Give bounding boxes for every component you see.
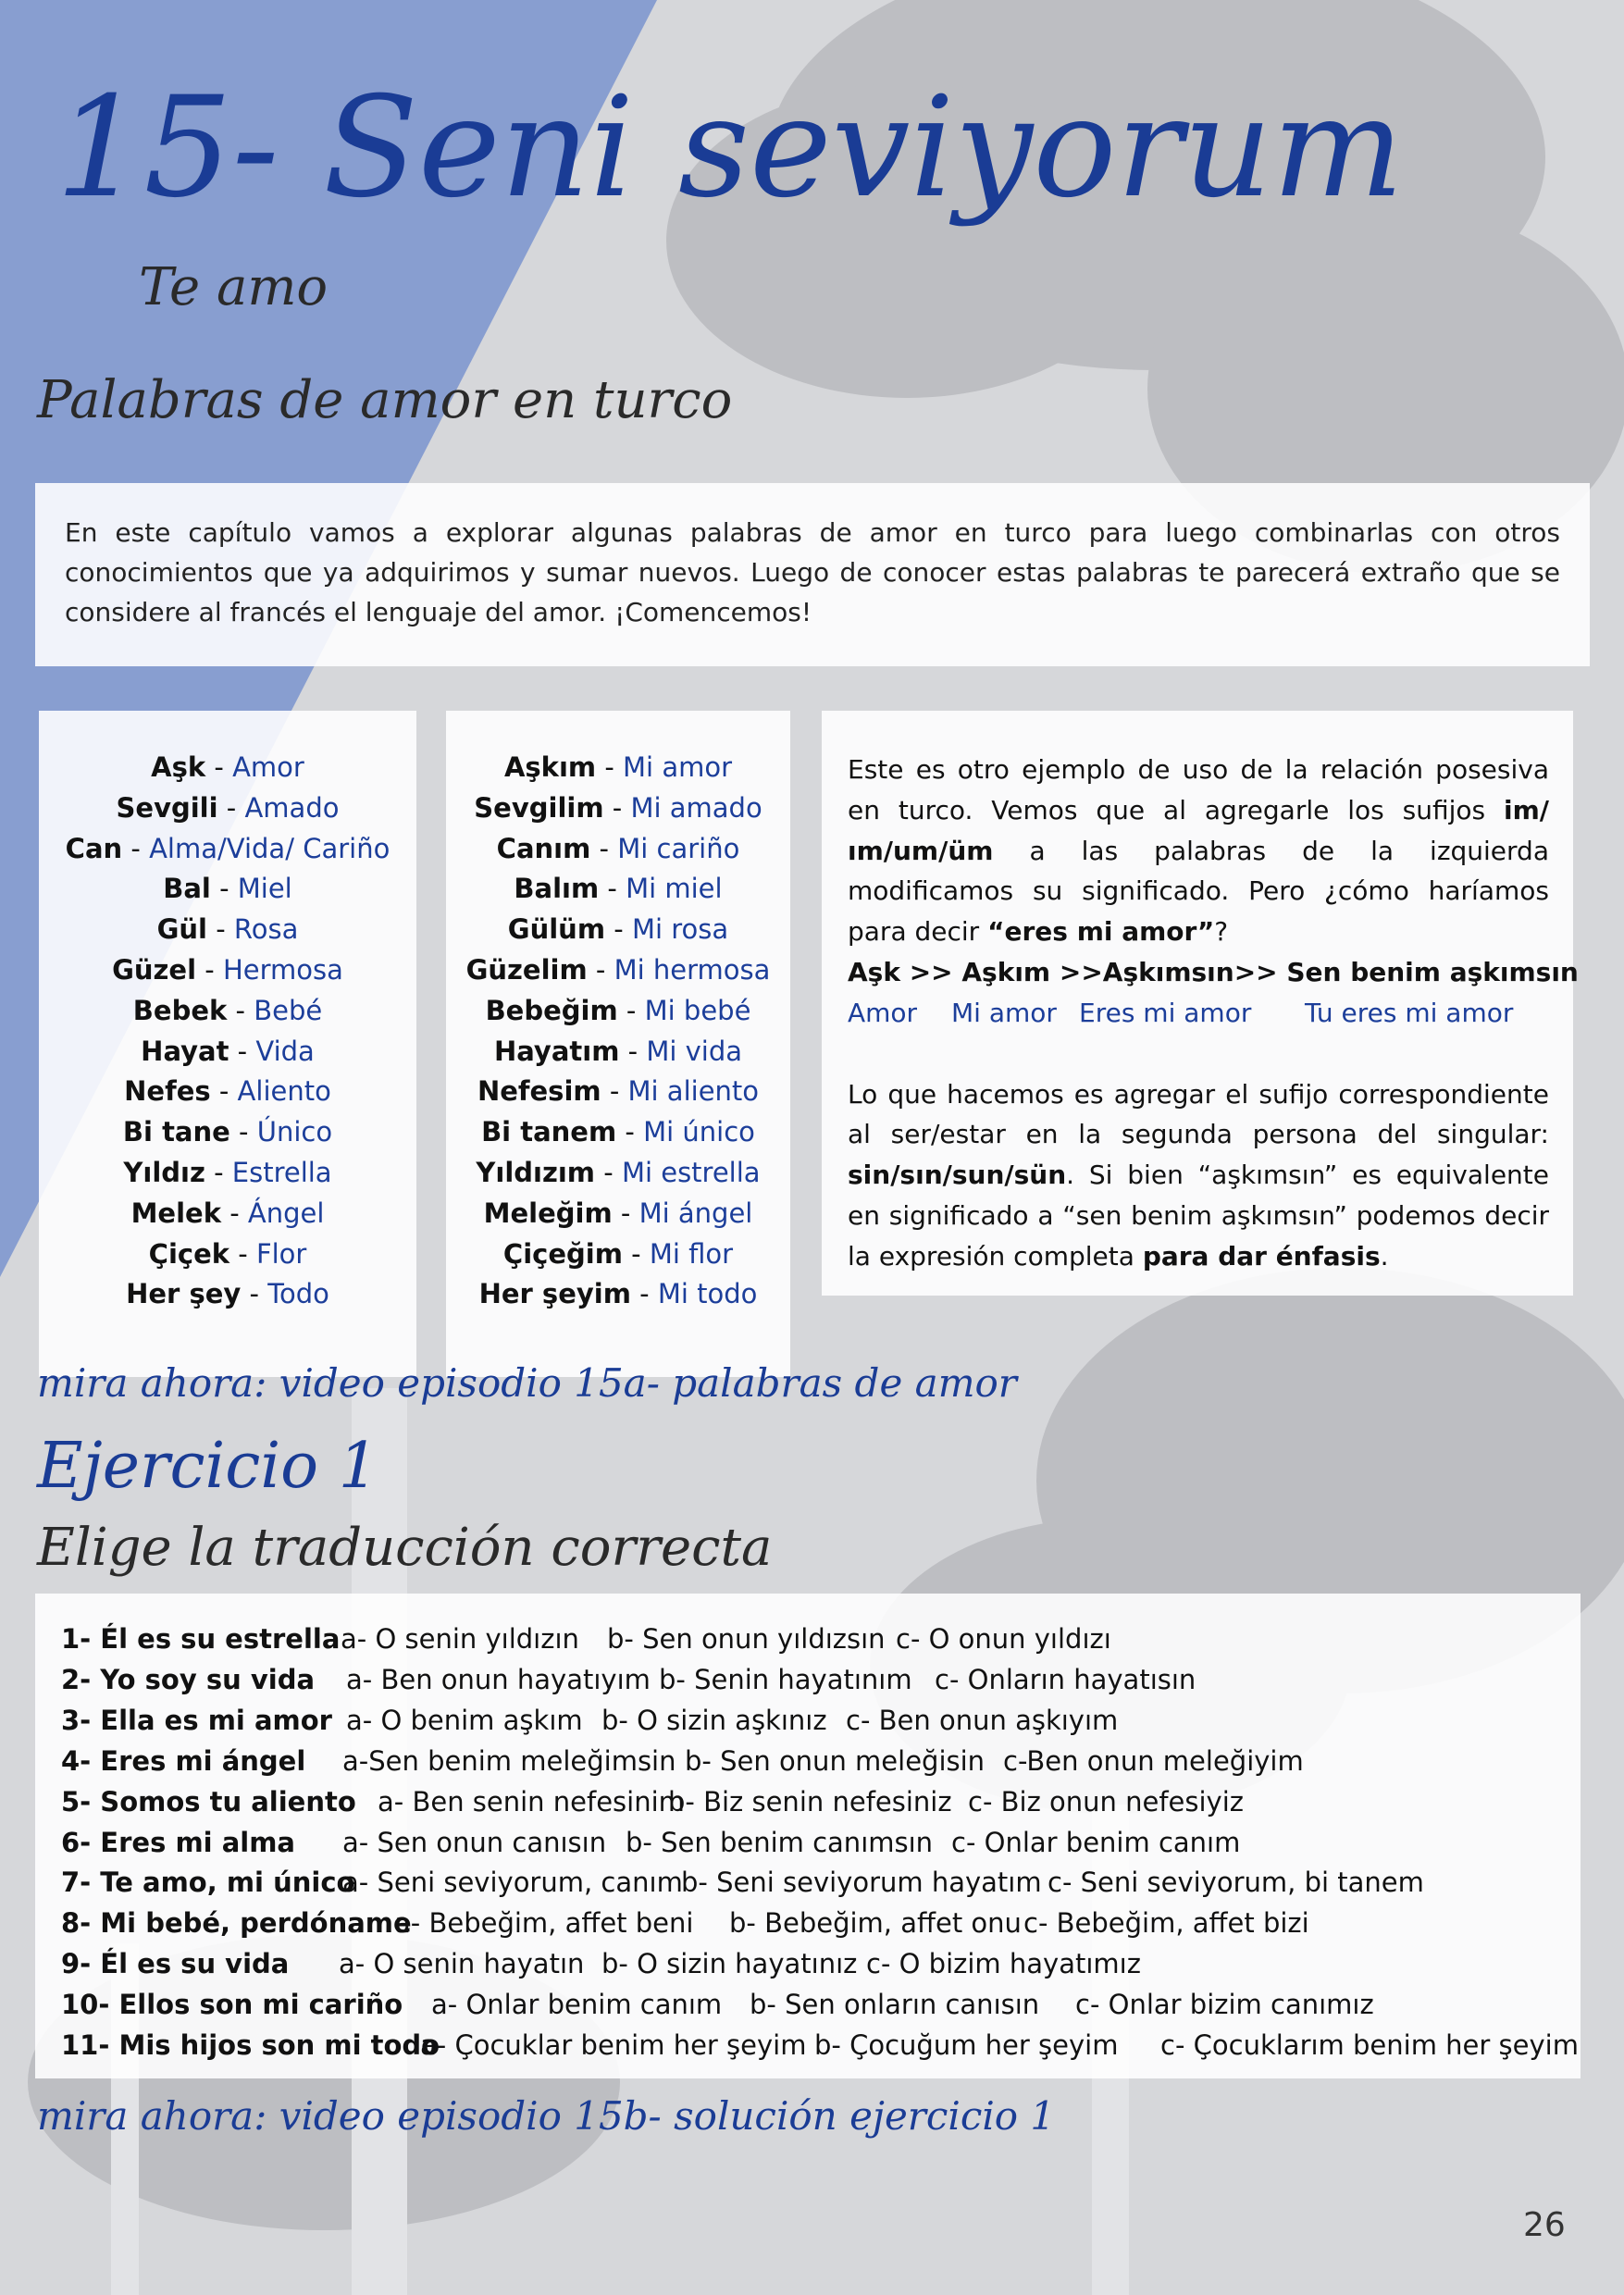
- exercise-option-b[interactable]: b- Seni seviyorum hayatım: [681, 1867, 1042, 1899]
- spanish-translation: Mi cariño: [617, 832, 740, 864]
- spanish-translation: Mi bebé: [644, 994, 751, 1026]
- vocab-row: Melek - Ángel: [130, 1197, 325, 1229]
- vocab-row: Aşkım - Mi amor: [503, 751, 733, 783]
- turkish-word: Hayatım: [493, 1035, 620, 1067]
- exercise-item: [61, 1704, 1119, 1736]
- exercise-option-b[interactable]: b- Senin hayatınım: [659, 1663, 912, 1695]
- spanish-translation: Mi vida: [646, 1035, 743, 1067]
- spanish-translation: Flor: [255, 1237, 307, 1270]
- spanish-translation: Amado: [244, 791, 340, 824]
- exercise-option-c[interactable]: c- Onlar benim canım: [951, 1826, 1241, 1858]
- turkish-word: Her şeyim: [478, 1278, 631, 1310]
- exercise-item: [61, 1744, 1304, 1777]
- exercise-question: 10- Ellos son mi cariño: [61, 1989, 403, 2021]
- exercise-option-c[interactable]: c- O onun yıldızı: [896, 1623, 1111, 1655]
- exercise-item: [61, 1785, 1245, 1817]
- vocab-row: Çiçek - Flor: [148, 1237, 307, 1270]
- vocab-row: Bebeğim - Mi bebé: [485, 994, 751, 1026]
- vocab-row: Bebek - Bebé: [132, 994, 323, 1026]
- vocab-row: Aşk - Amor: [151, 751, 304, 783]
- turkish-word: Yıldızım: [476, 1156, 596, 1188]
- exercise-title: Ejercicio 1: [37, 1430, 378, 1503]
- turkish-word: Çiçeğim: [502, 1237, 623, 1270]
- vocab-row: Hayat - Vida: [141, 1035, 315, 1067]
- spanish-translation: Mi amado: [630, 791, 762, 824]
- turkish-word: Hayat: [141, 1035, 229, 1067]
- turkish-word: Her şey: [126, 1278, 242, 1310]
- turkish-word: Can: [65, 832, 123, 864]
- exercise-option-b[interactable]: b- Sen onun meleğisin: [685, 1744, 986, 1777]
- exercise-option-b[interactable]: b- O sizin hayatınız: [601, 1948, 858, 1980]
- spanish-translation: Mi todo: [657, 1278, 758, 1310]
- exercise-option-c[interactable]: c- Bebeğim, affet bizi: [1023, 1907, 1309, 1940]
- spanish-translation: Mi único: [643, 1116, 755, 1148]
- turkish-word: Çiçek: [148, 1237, 230, 1270]
- page-subtitle: Te amo: [139, 257, 329, 317]
- exercise-item: [61, 1989, 1374, 2021]
- vocab-row: Canım - Mi cariño: [496, 832, 740, 864]
- turkish-word: Bebeğim: [485, 994, 618, 1026]
- exercise-question: 6- Eres mi alma: [61, 1826, 295, 1858]
- explanation-paragraph-2: Lo que hacemos es agregar el sufijo correspondiente al ser/estar en la segunda persona del singular: sin/sın/sun/sün. Si bien “aşkımsın” es equivalente en significado a “sen benim aşkımsın” podemos decir la expresión completa para dar énfasis.: [848, 1078, 1549, 1272]
- exercise-option-a[interactable]: a- Bebeğim, affet beni: [394, 1907, 694, 1940]
- spanish-translation: Mi hermosa: [614, 953, 771, 986]
- exercise-question: 11- Mis hijos son mi todo: [61, 2029, 440, 2061]
- explanation-paragraph-1: Este es otro ejemplo de uso de la relación posesiva en turco. Vemos que al agregarle los sufijos im/ım/um/üm a las palabras de la izquierda modificamos su significado. Pero ¿cómo haríamos para decir “eres mi amor”?: [848, 754, 1549, 948]
- exercise-item: [61, 1663, 1196, 1695]
- vocab-row: Hayatım - Mi vida: [493, 1035, 743, 1067]
- exercise-question: 1- Él es su estrella: [61, 1623, 341, 1655]
- turkish-word: Canım: [496, 832, 591, 864]
- exercise-instruction: Elige la traducción correcta: [37, 1518, 773, 1578]
- spanish-translation: Mi miel: [626, 873, 723, 905]
- spanish-translation: Estrella: [231, 1156, 332, 1188]
- vocab-row: Her şeyim - Mi todo: [478, 1278, 758, 1310]
- spanish-translation: Miel: [237, 873, 292, 905]
- spanish-translation: Rosa: [233, 913, 299, 946]
- spanish-translation: Mi rosa: [631, 913, 729, 946]
- exercise-item: [61, 1948, 1141, 1980]
- exercise-option-c[interactable]: c-Ben onun meleğiyim: [1003, 1744, 1304, 1777]
- exercise-option-b[interactable]: b- Bebeğim, affet onu: [729, 1907, 1022, 1940]
- spanish-translation: Mi estrella: [621, 1156, 761, 1188]
- vocab-row: Can - Alma/Vida/ Cariño: [65, 832, 391, 864]
- turkish-word: Aşkım: [503, 751, 597, 783]
- exercise-option-c[interactable]: c- O bizim hayatımız: [866, 1948, 1141, 1980]
- turkish-word: Sevgili: [116, 791, 218, 824]
- turkish-word: Sevgilim: [474, 791, 604, 824]
- turkish-word: Yıldız: [123, 1156, 205, 1188]
- exercise-question: 7- Te amo, mi único: [61, 1867, 355, 1899]
- suffix-chain-gloss: Amor Mi amor Eres mi amor Tu eres mi amor: [848, 997, 1514, 1028]
- spanish-translation: Hermosa: [222, 953, 343, 986]
- vocab-row: Nefesim - Mi aliento: [477, 1075, 760, 1108]
- exercise-option-a[interactable]: a- O benim aşkım: [346, 1704, 583, 1736]
- exercise-option-b[interactable]: b- Çocuğum her şeyim: [814, 2029, 1119, 2061]
- video-link-15a[interactable]: mira ahora: video episodio 15a- palabras de amor: [37, 1360, 1017, 1406]
- vocab-row: Çiçeğim - Mi flor: [502, 1237, 734, 1270]
- exercise-option-c[interactable]: c- Seni seviyorum, bi tanem: [1048, 1867, 1424, 1899]
- spanish-translation: Bebé: [254, 994, 323, 1026]
- turkish-word: Bebek: [132, 994, 228, 1026]
- vocab-left-panel: [39, 711, 416, 1377]
- spanish-translation: Alma/Vida/ Cariño: [149, 832, 391, 864]
- exercise-option-c[interactable]: c- Biz onun nefesiyiz: [968, 1785, 1245, 1817]
- exercise-question: 3- Ella es mi amor: [61, 1704, 332, 1736]
- exercise-option-a[interactable]: a- O senin hayatın: [339, 1948, 585, 1980]
- exercise-question: 4- Eres mi ángel: [61, 1744, 306, 1777]
- exercise-option-b[interactable]: b- Sen onun yıldızsın: [607, 1623, 886, 1655]
- exercise-option-b[interactable]: b- O sizin aşkınız: [601, 1704, 827, 1736]
- turkish-word: Bi tane: [122, 1116, 230, 1148]
- exercise-option-c[interactable]: c- Onların hayatısın: [935, 1663, 1196, 1695]
- explanation-panel: [822, 711, 1579, 1296]
- exercise-question: 5- Somos tu aliento: [61, 1785, 356, 1817]
- exercise-item: [61, 1826, 1241, 1858]
- spanish-translation: Único: [256, 1116, 333, 1148]
- vocab-row: Yıldızım - Mi estrella: [476, 1156, 761, 1188]
- exercise-option-c[interactable]: c- Ben onun aşkıyım: [846, 1704, 1119, 1736]
- turkish-word: Bal: [163, 873, 211, 905]
- exercise-item: [61, 1623, 1111, 1655]
- exercise-question: 8- Mi bebé, perdóname: [61, 1907, 412, 1940]
- spanish-translation: Mi amor: [623, 751, 733, 783]
- exercise-option-a[interactable]: a- Ben senin nefesinim: [378, 1785, 685, 1817]
- vocab-row: Güzel - Hermosa: [112, 953, 343, 986]
- section-heading: Palabras de amor en turco: [37, 370, 733, 430]
- vocab-row: Sevgili - Amado: [116, 791, 340, 824]
- spanish-translation: Aliento: [237, 1075, 331, 1108]
- exercise-question: 2- Yo soy su vida: [61, 1663, 316, 1695]
- intro-panel: [35, 483, 1590, 666]
- turkish-word: Güzelim: [465, 953, 588, 986]
- page-title: 15- Seni seviyorum: [56, 68, 1405, 229]
- turkish-word: Gülüm: [507, 913, 606, 946]
- turkish-word: Aşk: [151, 751, 206, 783]
- spanish-translation: Ángel: [247, 1197, 325, 1229]
- turkish-word: Nefes: [124, 1075, 211, 1108]
- exercise-question: 9- Él es su vida: [61, 1948, 290, 1980]
- vocab-row: Gülüm - Mi rosa: [507, 913, 729, 946]
- turkish-word: Nefesim: [477, 1075, 601, 1108]
- exercise-option-c[interactable]: c- Çocuklarım benim her şeyim: [1160, 2029, 1579, 2061]
- turkish-word: Gül: [156, 913, 207, 946]
- exercise-item: [61, 1907, 1309, 1940]
- exercise-option-b[interactable]: b- Sen onların canısın: [750, 1989, 1040, 2021]
- exercise-option-a[interactable]: a- Seni seviyorum, canım: [342, 1867, 683, 1899]
- spanish-translation: Todo: [267, 1278, 329, 1310]
- exercise-option-b[interactable]: b- Sen benim canımsın: [626, 1826, 934, 1858]
- vocab-row: Sevgilim - Mi amado: [474, 791, 762, 824]
- turkish-word: Melek: [130, 1197, 221, 1229]
- vocab-row: Bal - Miel: [163, 873, 292, 905]
- vocab-row: Yıldız - Estrella: [123, 1156, 332, 1188]
- exercise-option-a[interactable]: a- Onlar benim canım: [431, 1989, 723, 2021]
- exercise-item: [61, 2029, 1579, 2061]
- vocab-row: Her şey - Todo: [126, 1278, 329, 1310]
- spanish-translation: Vida: [255, 1035, 315, 1067]
- vocab-right-panel: [446, 711, 790, 1377]
- exercise-option-a[interactable]: a- O senin yıldızın: [341, 1623, 579, 1655]
- vocab-row: Nefes - Aliento: [124, 1075, 331, 1108]
- page-number: 26: [1523, 2206, 1566, 2244]
- vocab-row: Bi tanem - Mi único: [481, 1116, 755, 1148]
- exercise-item: [61, 1867, 1424, 1899]
- spanish-translation: Mi flor: [649, 1237, 734, 1270]
- vocab-row: Meleğim - Mi ángel: [483, 1197, 753, 1229]
- spanish-translation: Mi aliento: [627, 1075, 760, 1108]
- vocab-row: Güzelim - Mi hermosa: [465, 953, 771, 986]
- exercise-option-c[interactable]: c- Onlar bizim canımız: [1075, 1989, 1374, 2021]
- turkish-word: Bi tanem: [481, 1116, 617, 1148]
- exercise-option-b[interactable]: b- Biz senin nefesiniz: [668, 1785, 952, 1817]
- video-link-15b[interactable]: mira ahora: video episodio 15b- solución ejercicio 1: [37, 2093, 1056, 2139]
- spanish-translation: Mi ángel: [638, 1197, 753, 1229]
- suffix-chain: Aşk >> Aşkım >>Aşkımsın>> Sen benim aşkımsın: [848, 956, 1579, 987]
- intro-text: En este capítulo vamos a explorar algunas palabras de amor en turco para luego combinarlas con otros conocimientos que ya adquirimos y sumar nuevos. Luego de conocer estas palabras te parecerá extraño que se considere al francés el lenguaje del amor. ¡Comencemos!: [65, 517, 1560, 627]
- exercise-option-a[interactable]: a- Sen onun canısın: [342, 1826, 607, 1858]
- exercise-option-a[interactable]: a- Ben onun hayatıyım: [346, 1663, 651, 1695]
- spanish-translation: Amor: [232, 751, 304, 783]
- exercise-option-a[interactable]: a-Sen benim meleğimsin: [342, 1744, 676, 1777]
- vocab-row: Bi tane - Único: [122, 1116, 333, 1148]
- vocab-row: Gül - Rosa: [156, 913, 299, 946]
- turkish-word: Güzel: [112, 953, 197, 986]
- vocab-row: Balım - Mi miel: [514, 873, 723, 905]
- turkish-word: Balım: [514, 873, 600, 905]
- exercise-option-a[interactable]: a- Çocuklar benim her şeyim: [420, 2029, 807, 2061]
- turkish-word: Meleğim: [483, 1197, 613, 1229]
